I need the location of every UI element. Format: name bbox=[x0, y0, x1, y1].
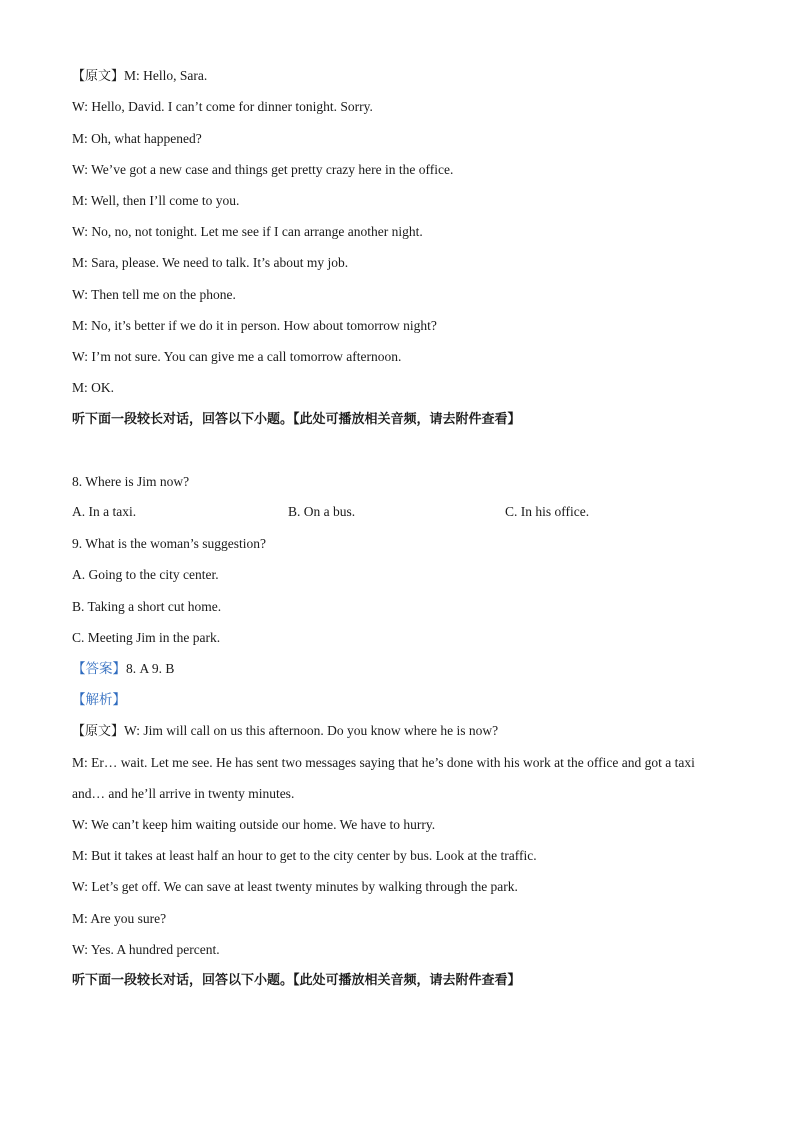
answer-tag: 【答案】 bbox=[72, 661, 126, 677]
transcript-line: M: Sara, please. We need to talk. It’s about my job. bbox=[72, 255, 349, 270]
transcript-line: M: Well, then I’ll come to you. bbox=[72, 193, 240, 208]
transcript-line: W: Yes. A hundred percent. bbox=[72, 942, 220, 957]
transcript-line: 【原文】M: Hello, Sara. bbox=[72, 68, 208, 84]
question-stem: 9. What is the woman’s suggestion? bbox=[72, 536, 266, 551]
transcript-line: M: Oh, what happened? bbox=[72, 131, 202, 146]
transcript-line: W: We can’t keep him waiting outside our home. We have to hurry. bbox=[72, 817, 436, 832]
transcript-line: M: Are you sure? bbox=[72, 911, 167, 926]
option-b: B. Taking a short cut home. bbox=[72, 599, 222, 614]
original-text-tag: 【原文】 bbox=[72, 724, 125, 739]
option-c: C. In his office. bbox=[505, 504, 590, 519]
original-text-tag: 【原文】 bbox=[72, 69, 125, 84]
listening-instruction: 听下面一段较长对话，回答以下小题。【此处可播放相关音频，请去附件查看】 bbox=[72, 412, 521, 427]
transcript-line: M: No, it’s better if we do it in person. How about tomorrow night? bbox=[72, 318, 437, 333]
option-a: A. Going to the city center. bbox=[72, 567, 219, 582]
transcript-line: M: OK. bbox=[72, 380, 115, 395]
answer-text: 8. A 9. B bbox=[126, 661, 175, 676]
question-stem: 8. Where is Jim now? bbox=[72, 474, 190, 489]
option-b: B. On a bus. bbox=[288, 504, 356, 519]
transcript-paragraph: M: Er… wait. Let me see. He has sent two messages saying that he’s done with his work at the office and got a taxi and… and he’ll arrive in twenty minutes. bbox=[72, 755, 695, 801]
transcript-line: 【原文】W: Jim will call on us this afternoon. Do you know where he is now? bbox=[72, 723, 499, 739]
option-a: A. In a taxi. bbox=[72, 504, 137, 519]
transcript-line: W: Let’s get off. We can save at least twenty minutes by walking through the park. bbox=[72, 879, 518, 894]
transcript-line: M: But it takes at least half an hour to get to the city center by bus. Look at the traffic. bbox=[72, 848, 537, 863]
transcript-line: W: Then tell me on the phone. bbox=[72, 287, 236, 302]
answer-line bbox=[72, 660, 174, 678]
transcript-line: W: No, no, not tonight. Let me see if I can arrange another night. bbox=[72, 224, 423, 239]
transcript-line: W: I’m not sure. You can give me a call tomorrow afternoon. bbox=[72, 349, 402, 364]
transcript-line: W: We’ve got a new case and things get pretty crazy here in the office. bbox=[72, 162, 454, 177]
analysis-tag: 【解析】 bbox=[72, 692, 126, 708]
option-c: C. Meeting Jim in the park. bbox=[72, 630, 221, 645]
listening-instruction: 听下面一段较长对话，回答以下小题。【此处可播放相关音频，请去附件查看】 bbox=[72, 973, 521, 988]
transcript-line: W: Hello, David. I can’t come for dinner tonight. Sorry. bbox=[72, 99, 373, 114]
